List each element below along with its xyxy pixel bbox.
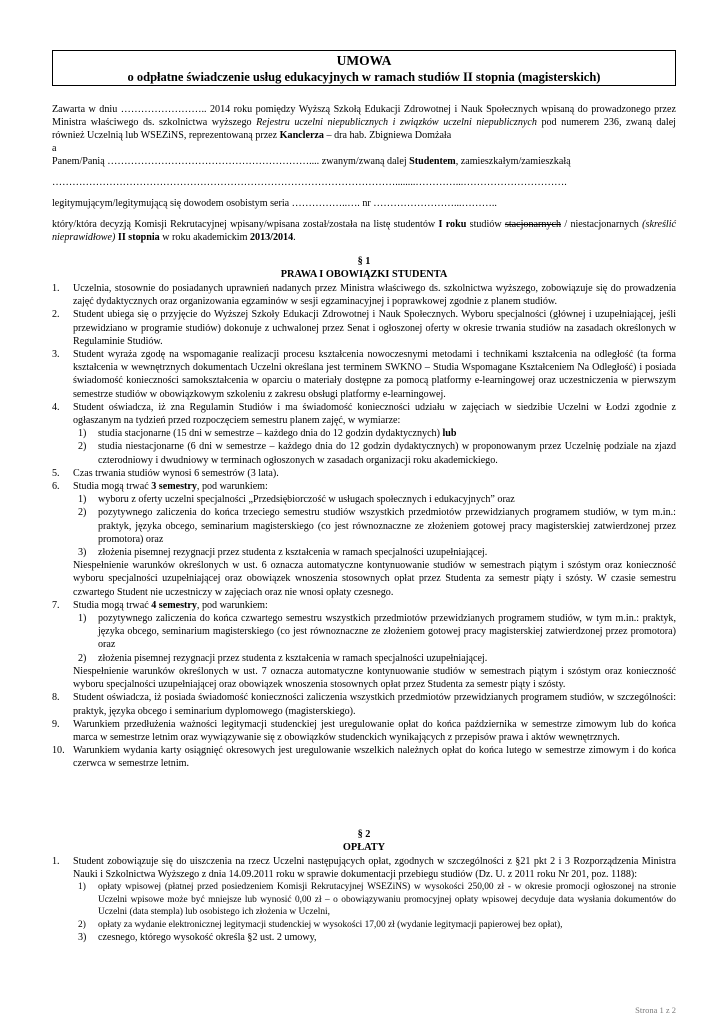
list-item: 3. Student wyraża zgodę na wspomaganie realizacji procesu kształcenia nowoczesnymi metodami i technikami kształcenia na odległość (ta forma kształcenia w wewnętrznych dokumentach Uczelni określana jest terminem SWKNO – Studia Wspomagane Kształceniem Na Odległość) i posiada świadomość konieczności samokształcenia w oparciu o materiały dostępne za pomocą platformy e-learningowej oraz uczestniczenia w pierwszym semestrze studiów w obowiązkowym szkoleniu z zakresu obsługi platformy e-learningowej.: [52, 349, 676, 400]
sub-list-item: 1) opłaty wpisowej (płatnej przed posiedzeniem Komisji Rekrutacyjnej WSEZiNS) w wysokości 250,00 zł - w okresie promocji ogłoszonej na stronie Uczelni wpisowe może być mniejsze lub wynosić 0,00 zł – o obowiązywaniu promocyjnej opłaty wpisowej decyduje data wysłania dokumentów do Uczelni (data stempla) lub osobistego ich złożenia w Uczelni,: [78, 882, 676, 918]
section-1-list: [52, 282, 676, 771]
sub-list-item: 1) wyboru z oferty uczelni specjalności „Przedsiębiorczość w usługach społecznych i edukacyjnych” oraz: [78, 494, 515, 506]
list-item: 1. Student zobowiązuje się do uiszczenia na rzecz Uczelni następujących opłat, zgodnych w szczególności z §21 pkt 2 i 3 Rozporządzenia Ministra Nauki i Szkolnictwa Wyższego z dnia 14.09.2011 roku w sprawie dokumentacji przebiegu studiów (Dz. U. z 2011 roku Nr 201, poz. 1188):: [52, 856, 676, 881]
intro-enrollment: który/która decyzją Komisji Rekrutacyjnej wpisany/wpisana został/została na listę studentów I roku studiów stacjonarnych / niestacjonarnych (skreślić nieprawidłowe) II stopnia w roku akademickim 2013/2014.: [52, 219, 676, 244]
list-item: 8. Student oświadcza, iż posiada świadomość konieczności zaliczenia wszystkich przedmiotów przewidzianych programem studiów, w szczególności: praktyk, języka obcego i seminarium dyplomowego (magisterskiego).: [52, 692, 676, 717]
title-box: [52, 50, 676, 86]
sub-list-item: 1) studia stacjonarne (15 dni w semestrze – każdego dnia do 12 godzin dydaktycznych) lub: [78, 428, 457, 440]
sub-list-item: 1) pozytywnego zaliczenia do końca czwartego semestru wszystkich przedmiotów przewidzianych programem studiów, w tym m.in.: praktyk, języka obcego, seminarium magisterskiego (co jest równoznaczne ze złożeniem gotowej pracy magisterskiej zatwierdzonej przez promotora) oraz: [78, 613, 676, 651]
sub-list-item: 3) czesnego, którego wysokość określa §2 ust. 2 umowy,: [78, 932, 317, 944]
document-subtitle: o odpłatne świadczenie usług edukacyjnych w ramach studiów II stopnia (magisterskich): [127, 70, 601, 84]
intro-id-line: legitymującym/legitymującą się dowodem osobistym seria ……………..…. nr ……………………...………..: [52, 198, 497, 209]
document-title: UMOWA: [336, 53, 392, 68]
intro-student-line: Panem/Panią …………………………………………………….... zwanym/zwaną dalej Studentem, zamieszkałym/zamieszkałą: [52, 156, 571, 167]
section-1-title: PRAWA I OBOWIĄZKI STUDENTA: [280, 269, 448, 280]
page-number: Strona 1 z 2: [635, 1005, 676, 1015]
list-item: 1. Uczelnia, stosownie do posiadanych uprawnień nadanych przez Ministra właściwego ds. szkolnictwa wyższego, zobowiązuje się do prowadzenia zajęć dydaktycznych oraz organizowania egzaminów w sesji egzaminacyjnej i poprawkowej zgodnie z planem studiów.: [52, 283, 676, 308]
list-item: 4. Student oświadcza, iż zna Regulamin Studiów i ma świadomość konieczności udziału w zajęciach w siedzibie Uczelni w Łodzi zgodnie z ogłaszanym na tydzień przed rozpoczęciem semestru planem zajęć, w wymiarze:: [52, 401, 676, 427]
list-item: 9. Warunkiem przedłużenia ważności legitymacji studenckiej jest uregulowanie opłat do końca października w semestrze zimowym lub do końca marca w semestrze letnim oraz wywiązywanie się z obowiązków studenckich wynikających z przepisów prawa i aktów wewnętrznych.: [52, 718, 676, 743]
list-item: 2. Student ubiega się o przyjęcie do Wyższej Szkoły Edukacji Zdrowotnej i Nauk Społecznych. Wyboru specjalności (głównej i uzupełniającej, jeśli przewidziano w programie studiów) dokonuje z uchwalonej przez Senat i ogłoszonej oferty w okresie trwania studiów na zasadach określonych w Regulaminie Studiów.: [52, 309, 676, 347]
list-item-continuation: Niespełnienie warunków określonych w ust. 7 oznacza automatyczne kontynuowanie studiów w semestrach piątym i szóstym oraz konieczność wyboru specjalności uzupełniającej oraz obowiązek wnoszenia stosownych opłat przez Studenta za semestr piąty i szósty.: [73, 665, 676, 691]
sub-list-item: 2) pozytywnego zaliczenia do końca trzeciego semestru studiów wszystkich przedmiotów przewidzianych programem studiów, w tym m.in.: praktyk, języka obcego, seminarium magisterskiego (co jest równoznaczne ze złożeniem gotowej pracy magisterskiej zatwierdzonej przez promotora) oraz: [78, 507, 676, 545]
sub-list-item: 2) studia niestacjonarne (6 dni w semestrze – każdego dnia do 12 godzin dydaktycznych) w proponowanym przez Uczelnię podziale na zjazd czterodniowy i dwudniowy w terminach ogłoszonych w zasadach organizacji roku akademickiego.: [78, 441, 676, 466]
section-2-number: § 2: [357, 829, 371, 840]
sub-list-item: 2) złożenia pisemnej rezygnacji przez studenta z kształcenia w ramach specjalności uzupełniającej.: [78, 652, 488, 664]
intro-a: a: [52, 143, 57, 154]
list-item-continuation: Niespełnienie warunków określonych w ust. 6 oznacza automatyczne kontynuowanie studiów w semestrach piątym i szóstym oraz konieczność wyboru specjalności uzupełniającej oraz obowiązek wnoszenia stosownych opłat przez Studenta za semestr piąty i szósty. W czasie semestru czwartego Student nie uczestniczy w zajęciach oraz nie wnosi opłaty czesnego.: [73, 560, 676, 598]
intro-paragraph-parties: Zawarta w dniu …………………….. 2014 roku pomiędzy Wyższą Szkołą Edukacji Zdrowotnej i Nauk Społecznych wpisaną do prowadzonego przez Ministra właściwego ds. szkolnictwa wyższego Rejestru uczelni niepublicznych i związków uczelni niepublicznych pod numerem 236, zwaną dalej również Uczelnią lub WSEZiNS, reprezentowaną przez Kanclerza – dra hab. Zbigniewa Domżała: [52, 104, 676, 142]
list-item: 10. Warunkiem wydania karty osiągnięć okresowych jest uregulowanie wszelkich należnych opłat do końca lutego w semestrze zimowym i do końca czerwca w semestrze letnim.: [52, 745, 676, 770]
section-2-list: [52, 855, 676, 944]
list-item: 6. Studia mogą trwać 3 semestry, pod warunkiem:: [52, 481, 268, 493]
intro-address-dots: …………………………………………………………………………………………........…………...………………………….: [52, 177, 567, 188]
section-2-title: OPŁATY: [342, 842, 386, 853]
list-item: 7. Studia mogą trwać 4 semestry, pod warunkiem:: [52, 599, 268, 611]
section-1-number: § 1: [357, 256, 371, 267]
sub-list-item: 2) opłaty za wydanie elektronicznej legitymacji studenckiej w wysokości 17,00 zł (wydanie legitymacji papierowej bez opłat),: [78, 919, 563, 930]
sub-list-item: 3) złożenia pisemnej rezygnacji przez studenta z kształcenia w ramach specjalności uzupełniającej.: [78, 547, 488, 559]
list-item: 5. Czas trwania studiów wynosi 6 semestrów (3 lata).: [52, 467, 279, 479]
